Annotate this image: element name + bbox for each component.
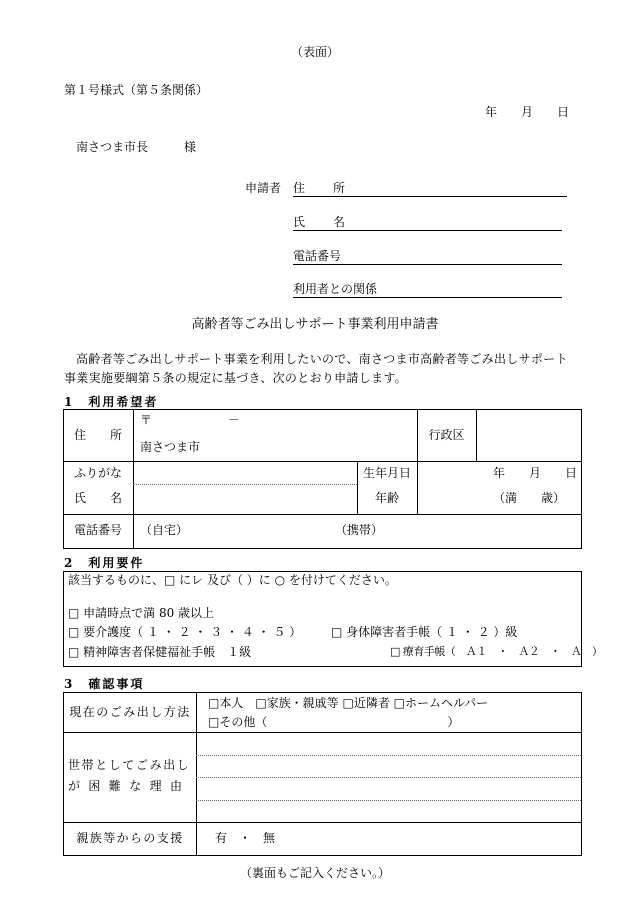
requirement-mental-disability: □ 精神障害者保健福祉手帳 １級 (68, 645, 252, 659)
age-value: （満 歳） (493, 491, 566, 505)
birthdate-value: 年 月 日 (493, 466, 578, 480)
applicant-phone-label: 電話番号 (293, 249, 342, 263)
requirement-care-level: □ 要介護度（ １ ・ ２ ・ ３ ・ ４ ・ ５ ） (68, 625, 302, 639)
intro-line-1: 高齢者等ごみ出しサポート事業を利用したいので、南さつま市高齢者等ごみ出しサポート (76, 352, 568, 366)
applicant-phone-field (293, 249, 562, 265)
requirement-physical-disability: □ 身体障害者手帳（ １ ・ ２ ）級 (331, 625, 518, 639)
disposal-method-other: □その他（ ） (208, 715, 460, 729)
home-phone-label: （自宅） (140, 523, 189, 537)
applicant-label: 申請者 (245, 181, 282, 195)
family-support-value: 有 ・ 無 (215, 831, 276, 845)
applicant-relation-field (293, 282, 562, 298)
applicant-address-label: 住 所 (293, 181, 354, 195)
requirements-instruction: 該当するものに、□ にレ 及び（ ）に ○ を付けてください。 (68, 573, 397, 587)
furigana-label: ふりがな (73, 466, 122, 480)
addressee: 南さつま市長 様 (76, 140, 197, 154)
difficulty-reason-label-line-1: 世帯としてごみ出し (68, 758, 191, 772)
column-divider (476, 409, 477, 461)
applicant-name-label: 氏 名 (293, 215, 354, 229)
front-side-label: （表面） (290, 45, 339, 59)
applicant-name-field (293, 215, 562, 231)
district-label: 行政区 (428, 428, 465, 442)
application-date: 年 月 日 (485, 105, 570, 119)
postal-dash: － (228, 413, 241, 427)
row-divider (63, 514, 581, 515)
reason-dotted-line (196, 800, 581, 801)
reason-dotted-line (196, 777, 581, 778)
age-label: 年齢 (374, 491, 399, 505)
furigana-dotted-line (133, 484, 357, 485)
section-3-heading: 3 確認事項 (64, 677, 145, 691)
difficulty-reason-label-line-2: が困難な理由 (68, 779, 191, 793)
disposal-method-label: 現在のごみ出し方法 (69, 705, 191, 719)
user-phone-label: 電話番号 (73, 523, 122, 537)
document-title: 高齢者等ごみ出しサポート事業利用申請書 (191, 317, 439, 332)
user-city: 南さつま市 (140, 440, 201, 454)
applicant-address-field (293, 181, 567, 197)
requirement-rehabilitation: □ 療育手帳（ Ａ１ ・ Ａ２ ・ Ａ ） (390, 645, 603, 658)
postal-mark: 〒 (140, 413, 153, 427)
mobile-phone-label: （携帯） (335, 523, 384, 537)
column-divider (417, 409, 418, 514)
family-support-label: 親族等からの支援 (76, 831, 184, 845)
row-divider (63, 732, 581, 733)
user-name-label: 氏 名 (73, 491, 128, 505)
applicant-relation-label: 利用者との関係 (293, 282, 378, 296)
row-divider (63, 461, 581, 462)
reason-dotted-line (196, 755, 581, 756)
disposal-method-options: □本人 □家族・親戚等 □近隣者 □ホームヘルパー (208, 696, 489, 710)
user-address-label: 住 所 (73, 428, 128, 442)
birthdate-label: 生年月日 (362, 466, 411, 480)
intro-line-2: 事業実施要綱第５条の規定に基づき、次のとおり申請します。 (64, 371, 407, 385)
section-1-heading: 1 利用希望者 (64, 395, 159, 409)
row-divider (63, 822, 581, 823)
requirement-age: □ 申請時点で満 80 歳以上 (68, 606, 215, 620)
form-number: 第１号様式（第５条関係） (64, 83, 209, 97)
back-side-note: （裏面もご記入ください。） (239, 866, 390, 880)
section-2-heading: 2 利用要件 (64, 556, 145, 570)
